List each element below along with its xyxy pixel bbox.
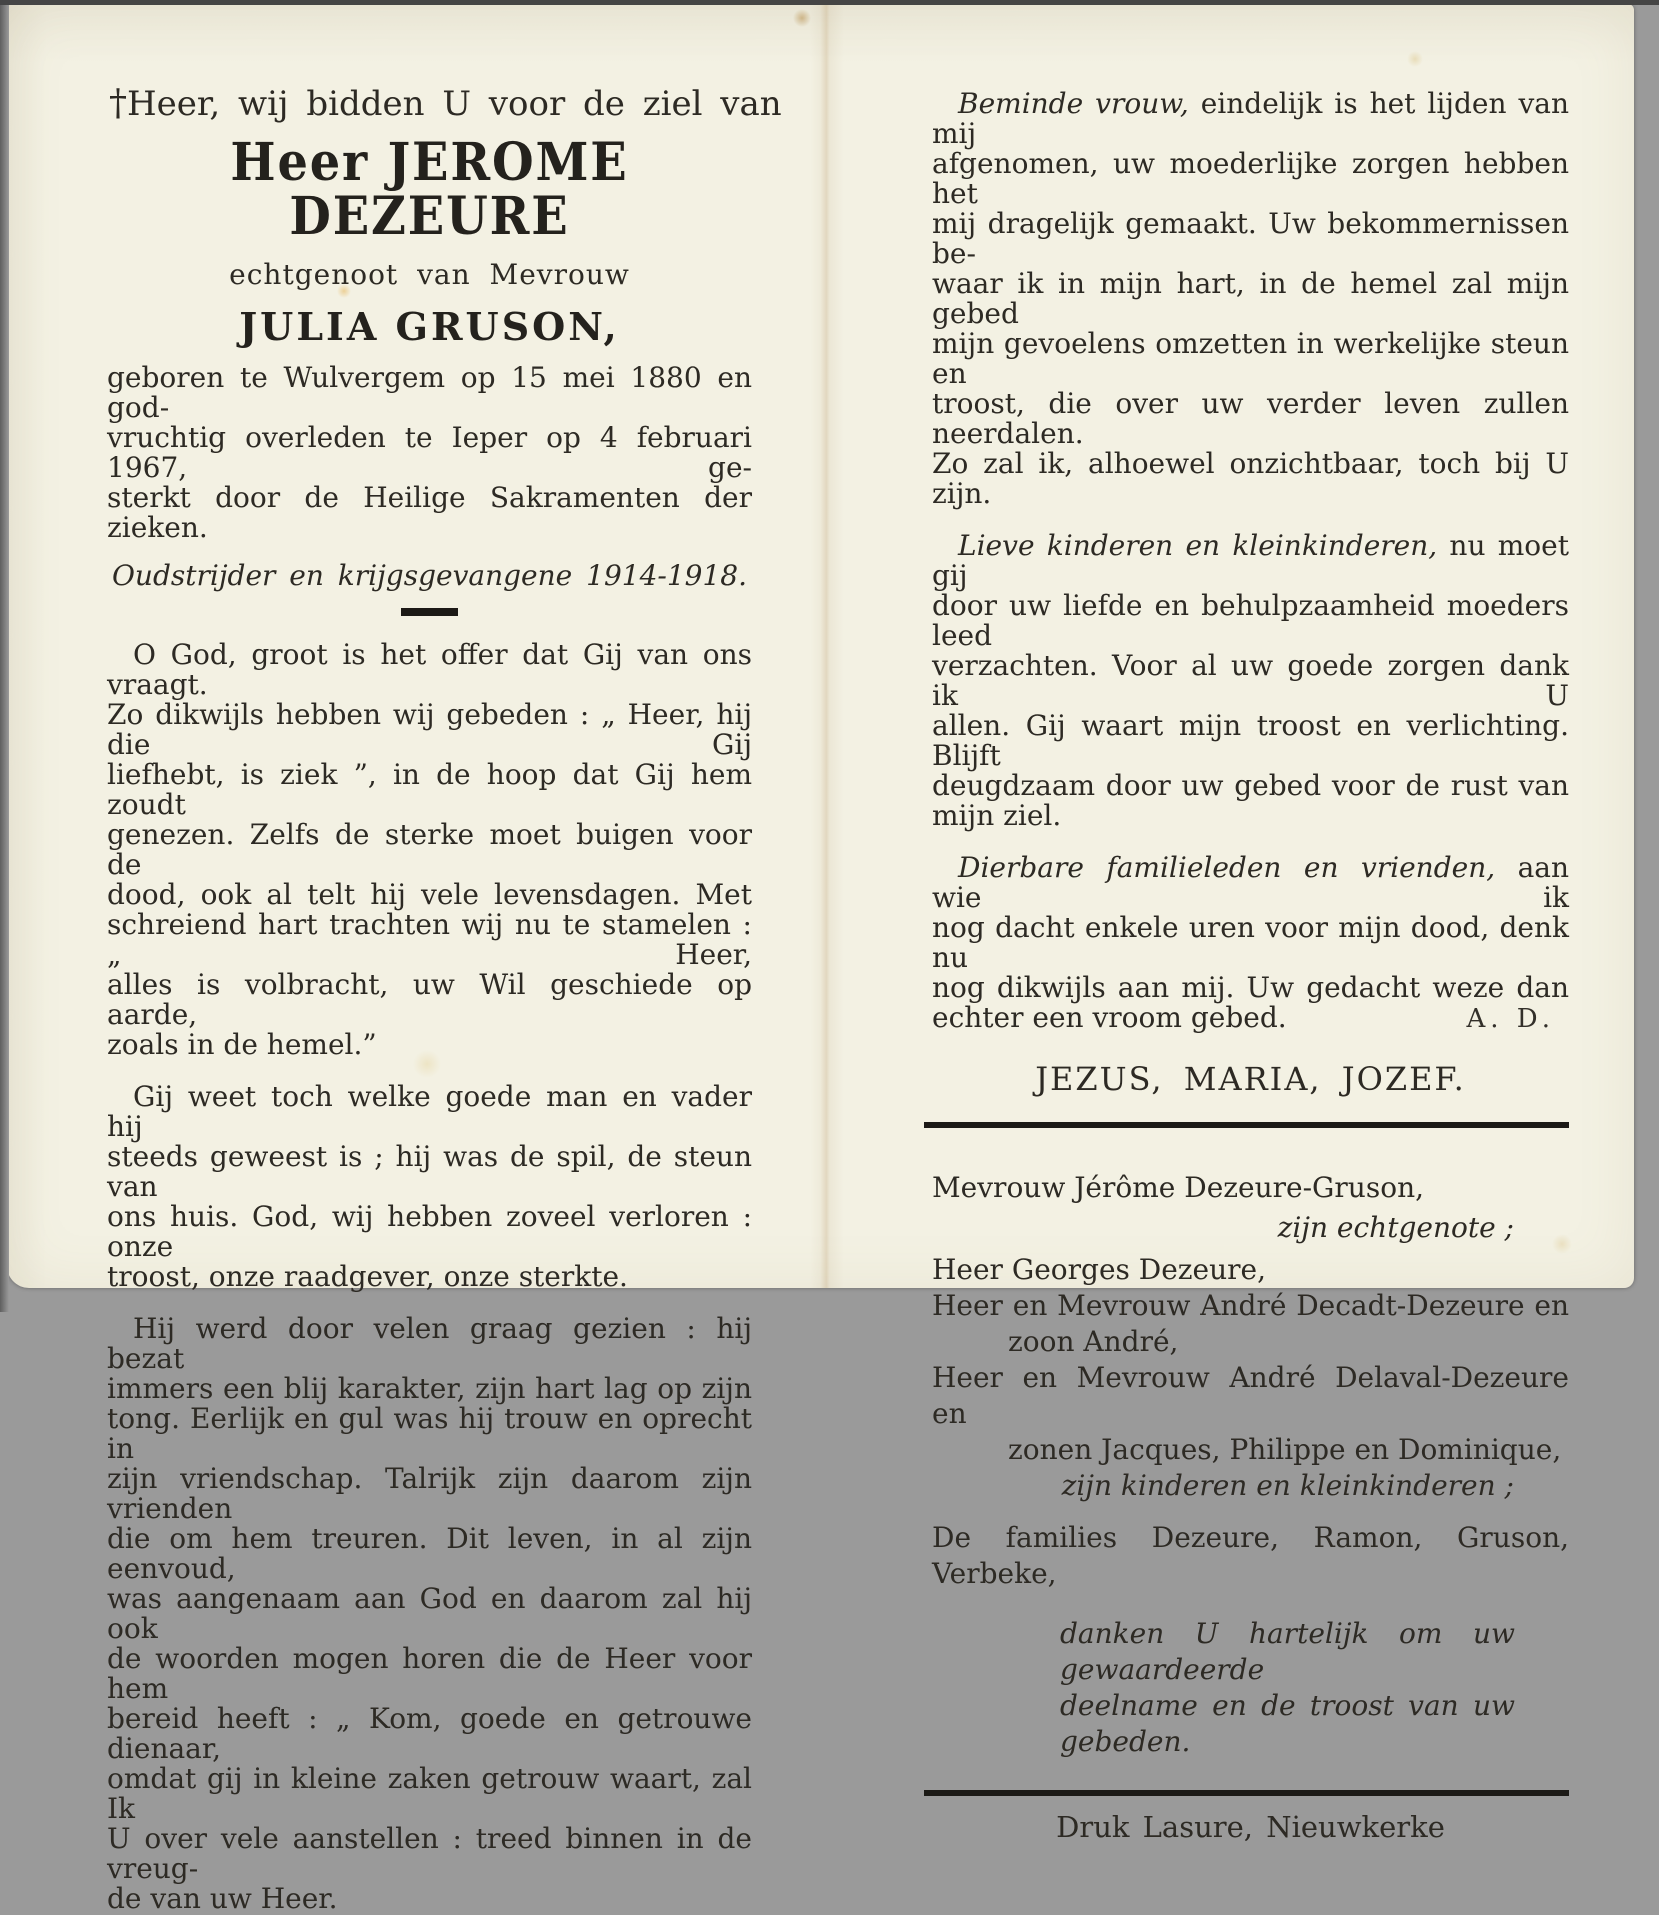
text-line [932,853,1569,913]
family-surnames: De families Dezeure, Ramon, Gruson, Verbeke, [932,1521,1569,1590]
scanner-bed-left-edge [0,0,9,1312]
closing-line-row [932,1003,1569,1034]
text-line: waar ik in mijn hart, in de hemel zal mijn gebed [932,267,1569,330]
family-member: zonen Jacques, Philippe en Dominique, [1008,1433,1562,1466]
family-role: zijn echtgenote ; [1277,1211,1514,1244]
text-line: tong. Eerlijk en gul was hij trouw en oprecht in [107,1402,752,1465]
family-member: Mevrouw Jérôme Dezeure-Gruson, [932,1171,1424,1204]
text-line: verzachten. Voor al uw goede zorgen dank ik U [932,649,1569,712]
dash-divider [401,608,458,616]
author-initials: A. D. [1466,1004,1555,1034]
text-line: de van uw Heer. [107,1882,338,1915]
text-line: vruchtig overleden te Ieper op 4 februari 1967, ge- [107,421,752,484]
paragraph-rest: eindelijk is het lijden van mij [932,87,1569,150]
text-line: deugdzaam door uw gebed voor de rust van [932,769,1569,802]
paragraph-lead: Dierbare familieleden en vrienden, [958,851,1496,884]
text-line: echter een vroom gebed. [932,1001,1287,1034]
right-page [932,84,1569,1844]
text-line: danken U hartelijk om uw gewaardeerde [1060,1617,1515,1686]
text-line: door uw liefde en behulpzaamheid moeders leed [932,589,1569,652]
text-line: Zo zal ik, alhoewel onzichtbaar, toch bij U zijn. [932,447,1569,510]
text-line: schreiend hart trachten wij nu te stamelen : „ Heer, [107,908,752,971]
text-line [932,531,1569,591]
text-line: Zo dikwijls hebben wij gebeden : „ Heer, hij die Gij [107,698,752,761]
prayer-paragraph-1 [107,640,752,1060]
family-member: Heer en Mevrouw André Delaval-Dezeure en [932,1361,1569,1430]
prayer-paragraph-2 [107,1082,752,1292]
text-line: was aangenaam aan God en daarom zal hij ook [107,1582,752,1645]
spouse-intro: echtgenoot van Mevrouw [229,258,630,291]
text-line: dood, ook al telt hij vele levensdagen. Met [107,878,752,911]
cross-icon: † [109,83,127,124]
family-member: Heer en Mevrouw André Decadt-Dezeure en [932,1289,1569,1322]
text-line: zijn vriendschap. Talrijk zijn daarom zijn vrienden [107,1462,752,1525]
text-line: O God, groot is het offer dat Gij van ons vraagt. [107,638,752,701]
text-line: nog dikwijls aan mij. Uw gedacht weze dan [932,971,1569,1004]
wife-paragraph [932,89,1569,509]
intro-row [107,83,782,124]
text-line: immers een blij karakter, zijn hart lag op zijn [107,1372,752,1405]
horizontal-rule-bottom [924,1790,1569,1796]
text-line: alles is volbracht, uw Wil geschiede op aarde, [107,968,752,1031]
text-line: zoals in de hemel.” [107,1028,377,1061]
text-line: mij dragelijk gemaakt. Uw bekommernissen be- [932,207,1569,270]
prayer-paragraph-3 [107,1314,752,1914]
left-page [107,83,782,1915]
thanks-block [1060,1616,1515,1760]
text-line: genezen. Zelfs de sterke moet buigen voor de [107,818,752,881]
text-line: afgenomen, uw moederlijke zorgen hebben het [932,147,1569,210]
intro-line: Heer, wij bidden U voor de ziel van [127,84,782,124]
text-line: steeds geweest is ; hij was de spil, de steun van [107,1140,752,1203]
text-line: allen. Gij waart mijn troost en verlichting. Blijft [932,709,1569,772]
text-line: liefhebt, is ziek ”, in de hoop dat Gij hem zoudt [107,758,752,821]
text-line: Gij weet toch welke goede man en vader hij [107,1080,752,1143]
text-line: troost, die over uw verder leven zullen neerdalen. [932,387,1569,450]
family-member: Heer Georges Dezeure, [932,1253,1267,1286]
paragraph-lead: Lieve kinderen en kleinkinderen, [958,529,1438,562]
family-member: zoon André, [1008,1325,1179,1358]
paragraph-rest: nu moet gij [932,529,1569,592]
text-line: sterkt door de Heilige Sakramenten der zieken. [107,481,752,544]
text-line: die om hem treuren. Dit leven, in al zijn eenvoud, [107,1522,752,1585]
text-line: bereid heeft : „ Kom, goede en getrouwe dienaar, [107,1702,752,1765]
family-list [932,1170,1569,1760]
paragraph-lead: Beminde vrouw, [958,87,1189,120]
text-line: deelname en de troost van uw gebeden. [1060,1689,1515,1758]
family-friends-paragraph [932,853,1569,1034]
text-line [932,89,1569,149]
text-line: mijn ziel. [932,799,1062,832]
spouse-name: JULIA GRUSON, [239,304,620,349]
family-role: zijn kinderen en kleinkinderen ; [1061,1469,1514,1502]
horizontal-rule-top [924,1122,1569,1128]
text-line: ons huis. God, wij hebben zoveel verloren : onze [107,1200,752,1263]
deceased-name: Heer JEROME DEZEURE [230,132,629,247]
card-fold-crease [810,4,844,1288]
prayer-card-scan [7,4,1634,1915]
text-line: de woorden mogen horen die de Heer voor hem [107,1642,752,1705]
text-line: mijn gevoelens omzetten in werkelijke steun en [932,327,1569,390]
text-line: omdat gij in kleine zaken getrouw waart, zal Ik [107,1762,752,1825]
text-line: nog dacht enkele uren voor mijn dood, denk nu [932,911,1569,974]
scanner-bed-top-edge [0,0,1659,5]
text-line: troost, onze raadgever, onze sterkte. [107,1260,628,1293]
veteran-line: Oudstrijder en krijgsgevangene 1914-1918. [111,559,748,592]
text-line: U over vele aanstellen : treed binnen in de vreug- [107,1822,752,1885]
text-line: Hij werd door velen graag gezien : hij bezat [107,1312,752,1375]
paragraph-rest: aan wie ik [932,851,1569,914]
text-line: geboren te Wulvergem op 15 mei 1880 en god- [107,361,752,424]
biography-paragraph [107,363,752,543]
invocation-line: JEZUS, MARIA, JOZEF. [1035,1060,1466,1098]
children-paragraph [932,531,1569,831]
printer-credit: Druk Lasure, Nieuwkerke [1056,1810,1445,1844]
